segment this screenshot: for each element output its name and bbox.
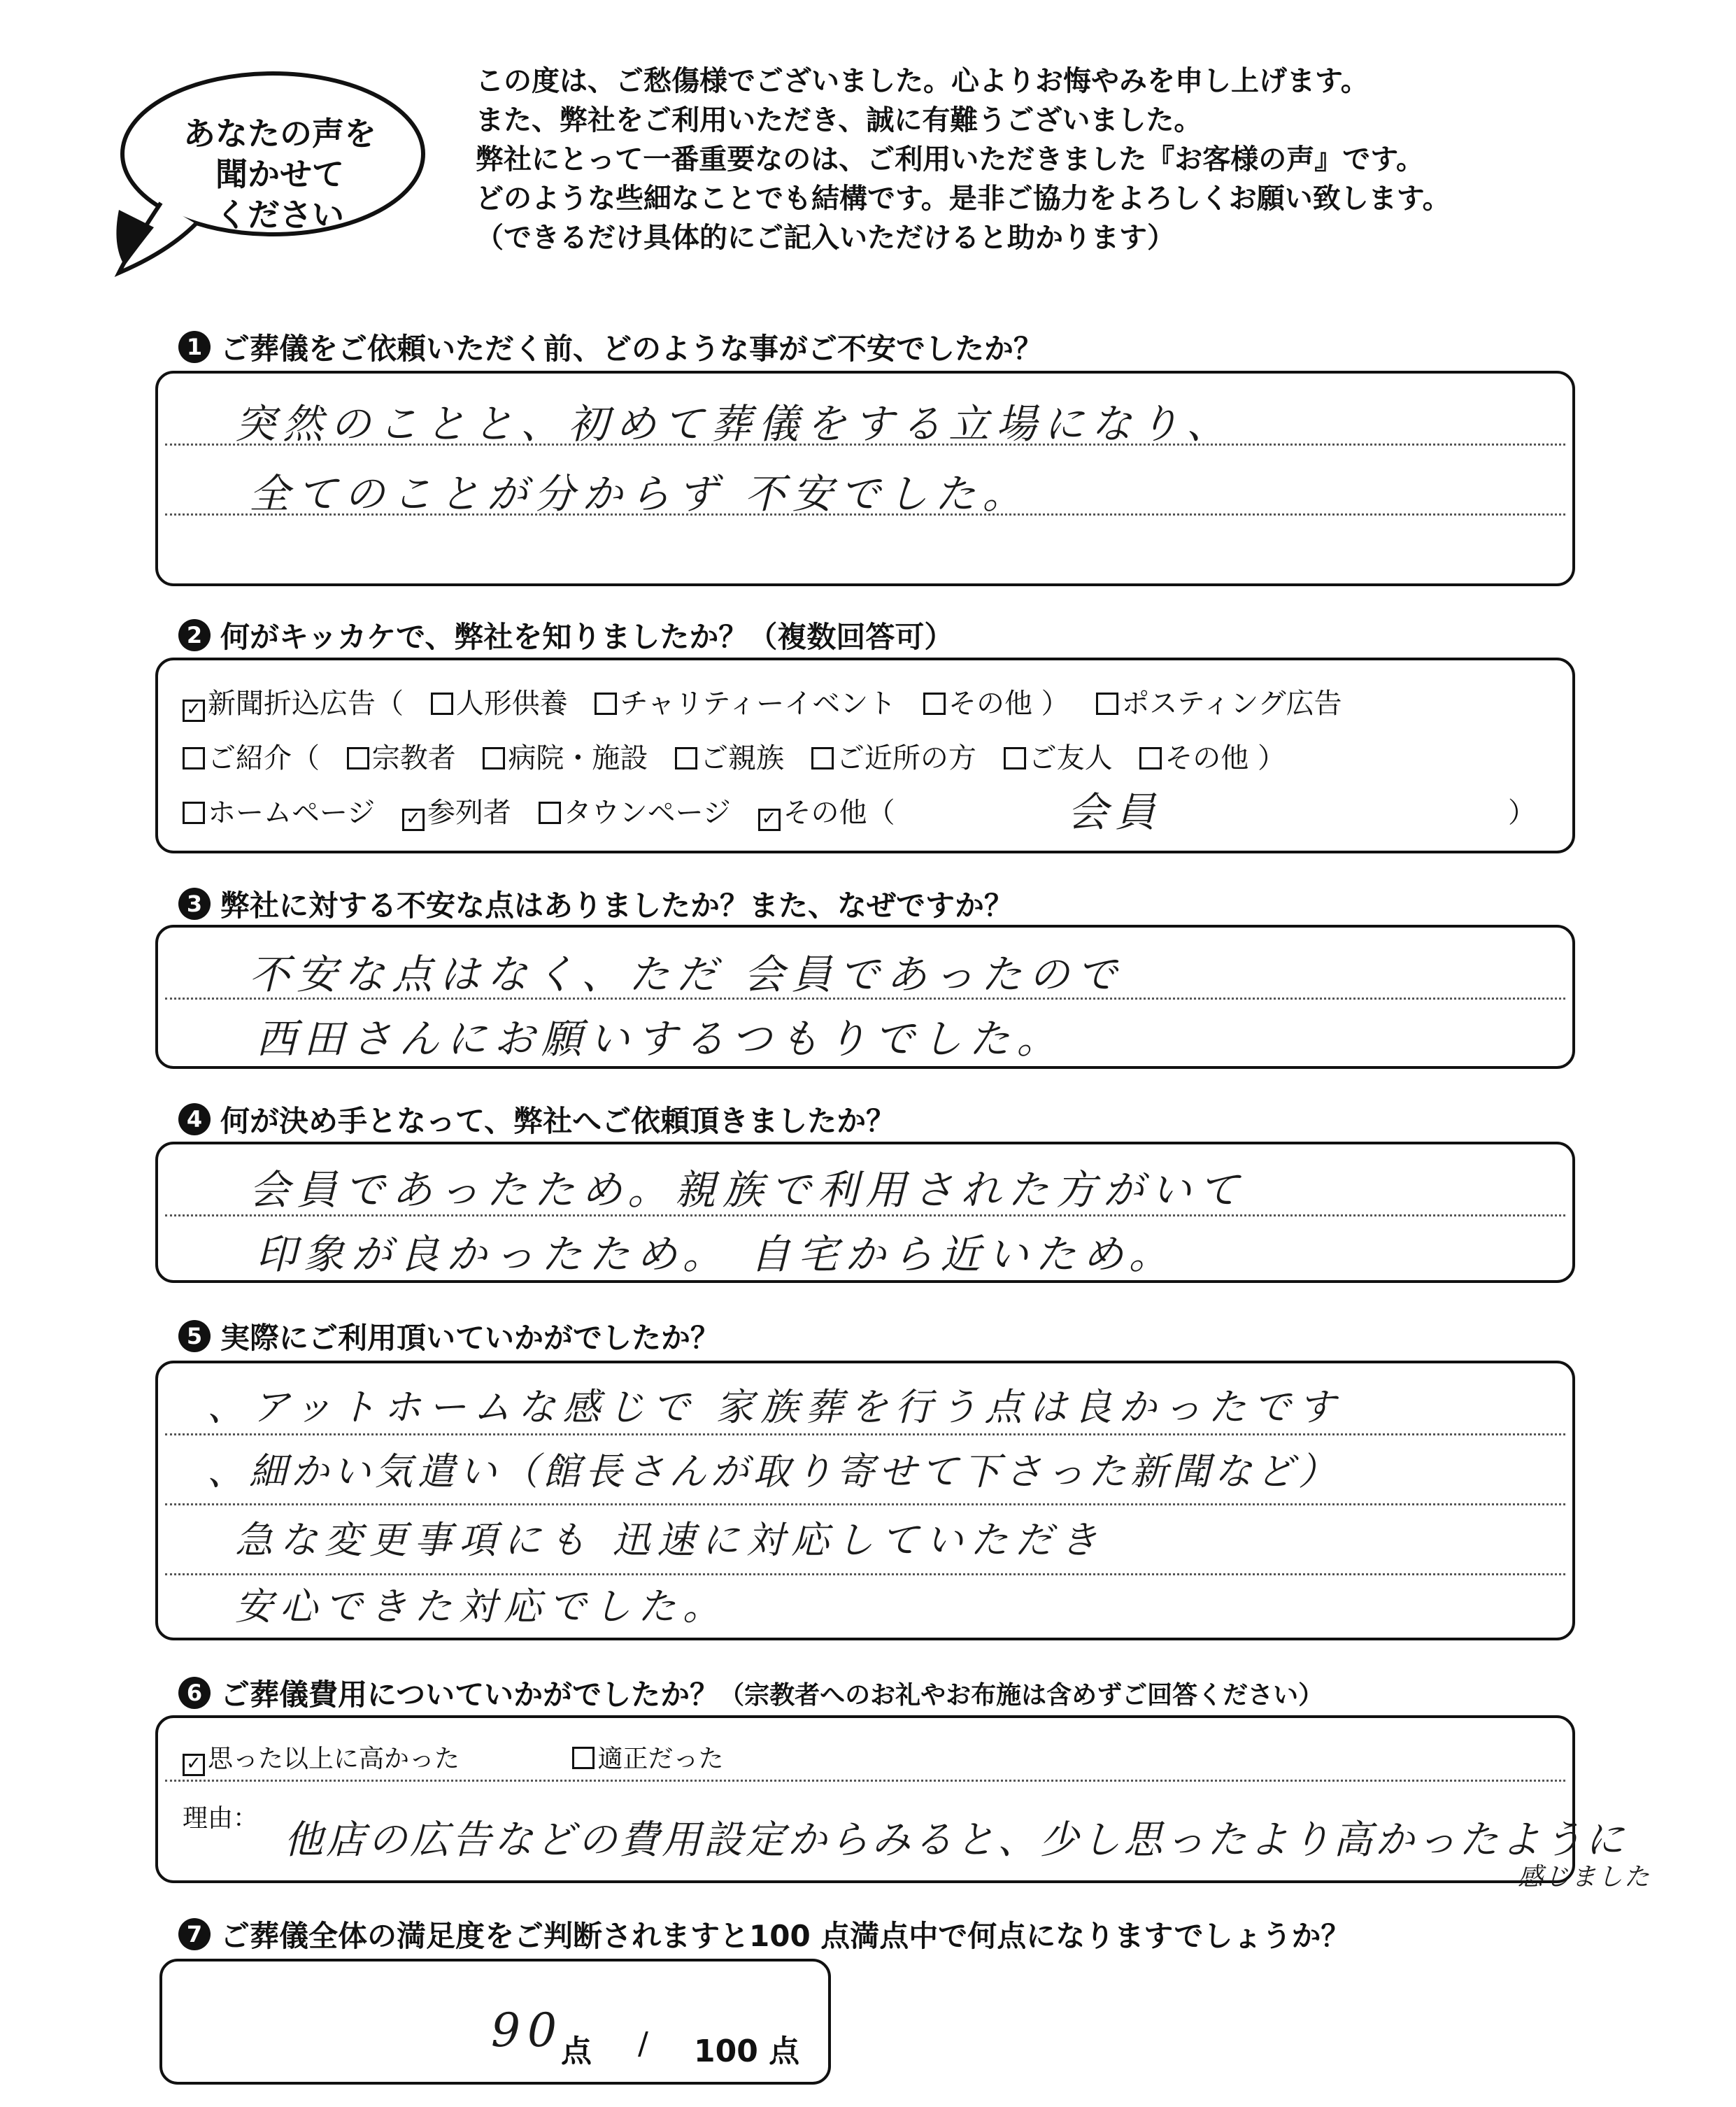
checkbox-icon[interactable] — [183, 802, 205, 824]
option-doll-memorial[interactable]: 人形供養 — [431, 688, 568, 720]
checkbox-icon[interactable] — [1096, 693, 1118, 715]
question-note: （宗教者へのお礼やお布施は含めずご回答ください） — [719, 1680, 1324, 1710]
bubble-line: ください — [215, 196, 344, 234]
option-appropriate[interactable]: 適正だった — [572, 1745, 723, 1773]
handwritten-score: 90 — [491, 2003, 564, 2057]
intro-line: どのような些細なことでも結構です。是非ご協力をよろしくお願い致します。 — [476, 183, 1451, 215]
question-7-heading — [178, 1913, 1351, 1955]
handwritten-answer: 全てのことが分からず 不安でした。 — [249, 470, 1030, 518]
checkbox-icon[interactable] — [811, 747, 834, 769]
handwritten-answer: 、アットホームな感じで 家族葬を行う点は良かったです — [207, 1385, 1343, 1429]
question-title: ご葬儀全体の満足度をご判断されますと100 点満点中で何点になりますでしょうか？ — [220, 1919, 1351, 1953]
handwritten-answer: 、細かい気遣い（館長さんが取り寄せて下さった新聞など） — [207, 1449, 1340, 1494]
question-3-answer-box[interactable] — [155, 925, 1575, 1069]
writing-line — [165, 1573, 1565, 1575]
checkbox-icon[interactable] — [1139, 747, 1162, 769]
option-friends[interactable]: ご友人 — [1004, 742, 1113, 774]
intro-line: また、弊社をご利用いただき、誠に有難うございました。 — [476, 104, 1202, 136]
option-religious[interactable]: 宗教者 — [347, 742, 456, 774]
close-paren: ） — [1508, 797, 1536, 829]
options-row-1 — [183, 681, 1360, 722]
handwritten-answer: 印象が良かったため。 自宅から近いため。 — [256, 1230, 1176, 1278]
checkbox-checked-icon[interactable]: ✓ — [183, 1754, 205, 1776]
checkbox-icon[interactable] — [539, 802, 561, 824]
question-number: 7 — [178, 1918, 211, 1950]
handwritten-reason: 他店の広告などの費用設定からみると、少し思ったより高かったように — [284, 1817, 1627, 1863]
option-hospital[interactable]: 病院・施設 — [483, 742, 648, 774]
question-5-answer-box[interactable] — [155, 1361, 1575, 1640]
option-posting-ad[interactable]: ポスティング広告 — [1096, 688, 1342, 720]
writing-line — [165, 1433, 1565, 1435]
option-newspaper[interactable]: ✓ 新聞折込広告（ — [183, 688, 404, 720]
checkbox-checked-icon[interactable]: ✓ — [402, 809, 425, 831]
bubble-line: あなたの声を — [183, 115, 376, 152]
checkbox-icon[interactable] — [923, 693, 946, 715]
writing-line — [165, 1780, 1565, 1782]
handwritten-reason-tail: 感じました — [1518, 1863, 1651, 1892]
option-referral[interactable]: ご紹介（ — [183, 742, 320, 774]
handwritten-other: 会員 — [1067, 788, 1163, 836]
checkbox-icon[interactable] — [572, 1747, 595, 1769]
bubble-line: 聞かせて — [215, 155, 344, 193]
checkbox-icon[interactable] — [347, 747, 369, 769]
question-title: 何が決め手となって、弊社へご依頼頂きましたか？ — [220, 1104, 896, 1138]
score-slash: / — [638, 2026, 648, 2062]
score-box[interactable] — [159, 1959, 831, 2085]
question-number: 3 — [178, 888, 211, 920]
handwritten-answer: 急な変更事項にも 迅速に対応していただき — [235, 1518, 1105, 1562]
checkbox-icon[interactable] — [595, 693, 617, 715]
checkbox-checked-icon[interactable]: ✓ — [183, 700, 205, 722]
question-title: 弊社に対する不安な点はありましたか？また、なぜですか？ — [220, 888, 1014, 923]
question-2-options-box — [155, 658, 1575, 853]
option-other-3[interactable]: ✓ その他（ — [758, 797, 895, 829]
handwritten-answer: 突然のことと、初めて葬儀をする立場になり、 — [235, 400, 1235, 448]
option-attendee[interactable]: ✓ 参列者 — [402, 797, 511, 829]
question-number: 4 — [178, 1103, 211, 1135]
option-more-expensive[interactable]: ✓ 思った以上に高かった — [183, 1745, 460, 1773]
option-charity-event[interactable]: チャリティーイベント — [595, 688, 896, 720]
checkbox-icon[interactable] — [483, 747, 505, 769]
checkbox-checked-icon[interactable]: ✓ — [758, 809, 781, 831]
question-title: 実際にご利用頂いていかがでしたか？ — [220, 1321, 720, 1355]
score-max: 100 点 — [694, 2034, 800, 2069]
option-other-2[interactable]: その他 ） — [1139, 742, 1286, 774]
handwritten-answer: 安心できた対応でした。 — [235, 1584, 727, 1629]
cost-options — [183, 1739, 741, 1776]
question-number: 5 — [178, 1320, 211, 1352]
score-unit: 点 — [561, 2034, 592, 2069]
speech-bubble — [105, 70, 434, 280]
checkbox-icon[interactable] — [675, 747, 697, 769]
intro-line: （できるだけ具体的にご記入いただけると助かります） — [476, 222, 1175, 254]
question-number: 2 — [178, 619, 211, 651]
question-title: ご葬儀費用についていかがでしたか？ — [220, 1677, 720, 1712]
question-1-answer-box[interactable] — [155, 371, 1575, 586]
question-title: ご葬儀をご依頼いただく前、どのような事がご不安でしたか？ — [220, 332, 1044, 366]
question-3-heading — [178, 883, 1013, 925]
intro-text — [476, 62, 1451, 257]
bubble-heading — [133, 113, 427, 235]
handwritten-answer: 不安な点はなく、ただ 会員であったので — [249, 951, 1124, 998]
question-6-heading — [178, 1672, 1323, 1714]
checkbox-icon[interactable] — [1004, 747, 1026, 769]
option-other-1[interactable]: その他 ） — [923, 688, 1069, 720]
option-relatives[interactable]: ご親族 — [675, 742, 784, 774]
option-neighbors[interactable]: ご近所の方 — [811, 742, 976, 774]
question-number: 1 — [178, 331, 211, 363]
checkbox-icon[interactable] — [431, 693, 453, 715]
options-row-3 — [183, 790, 913, 831]
question-title: 何がキッカケで、弊社を知りましたか？（複数回答可） — [220, 620, 954, 654]
question-number: 6 — [178, 1677, 211, 1709]
question-4-answer-box[interactable] — [155, 1142, 1575, 1283]
options-row-2 — [183, 736, 1304, 776]
option-homepage[interactable]: ホームページ — [183, 797, 375, 829]
intro-line: この度は、ご愁傷様でございました。心よりお悔やみを申し上げます。 — [476, 65, 1369, 97]
question-5-heading — [178, 1315, 720, 1357]
handwritten-answer: 西田さんにお願いするつもりでした。 — [256, 1015, 1065, 1063]
question-1-heading — [178, 326, 1043, 368]
handwritten-answer: 会員であったため。親族で利用された方がいて — [249, 1166, 1246, 1214]
option-townpage[interactable]: タウンページ — [539, 797, 731, 829]
reason-label: 理由： — [183, 1804, 259, 1833]
writing-line — [165, 1503, 1565, 1505]
checkbox-icon[interactable] — [183, 747, 205, 769]
question-4-heading — [178, 1098, 895, 1140]
intro-line: 弊社にとって一番重要なのは、ご利用いただきました『お客様の声』です。 — [476, 143, 1424, 176]
question-2-heading — [178, 614, 953, 656]
